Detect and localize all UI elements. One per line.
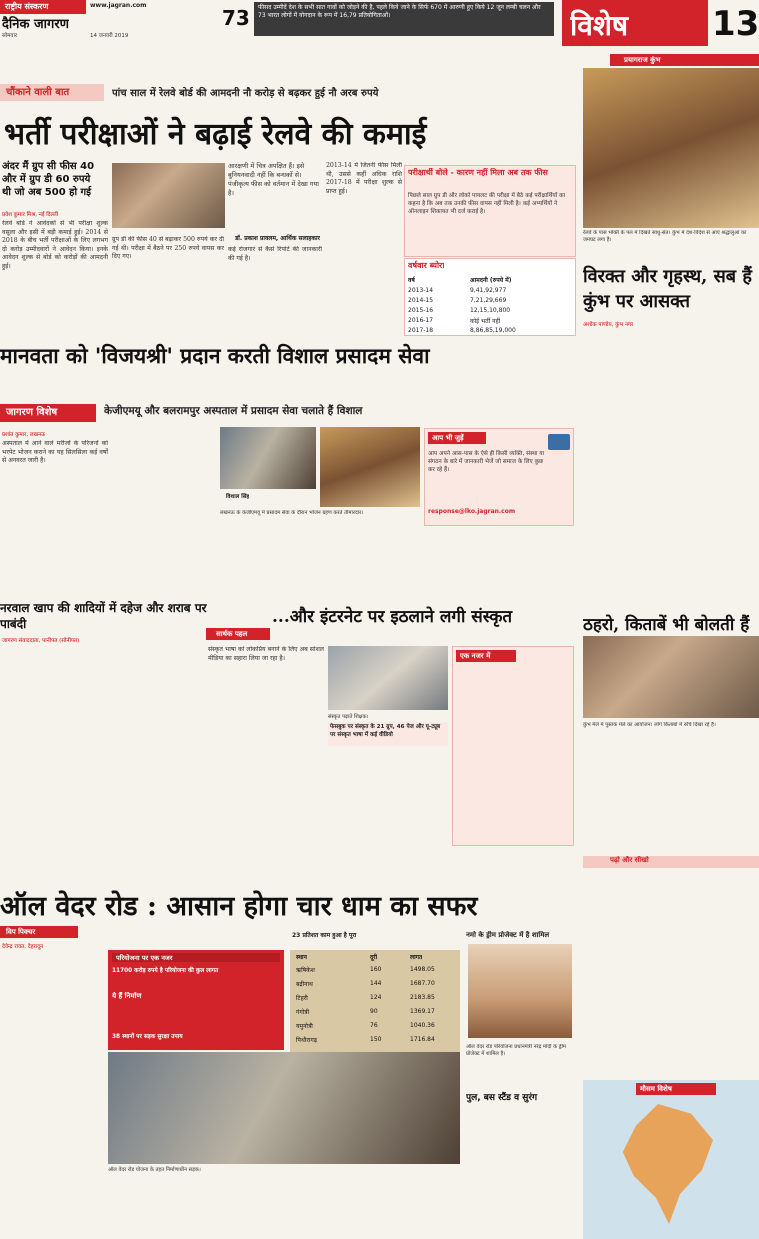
sanskrit-photo-caption: संस्कृत पढ़ाते शिक्षक। (328, 714, 369, 720)
exam-box-title: परीक्षार्थी बोले - कारण नहीं मिला अब तक फीस (408, 168, 548, 177)
lead-stat: अंदर मैं ग्रुप सी फीस 40 और में ग्रुप डी 60 रुपये थी जो अब 500 हो गई (2, 161, 95, 198)
exam-hall-photo (112, 163, 225, 228)
all-weather-road-photo (108, 1052, 460, 1164)
publication-day: सोमवार (2, 33, 18, 39)
distance-table-title: 23 प्रतिशत काम हुआ है पूरा (292, 932, 357, 939)
table-row-year: 2015-16 (408, 307, 434, 314)
project-box-title: परियोजना पर एक नजर (112, 953, 280, 962)
distance-row-place: यमुनोत्री (296, 1023, 313, 1030)
blurb-number: 73 (222, 6, 250, 30)
table-row-amount: 12,15,10,800 (470, 307, 511, 314)
sanskrit-headline: ...और इंटरनेट पर इठलाने लगी संस्कृत (272, 607, 513, 627)
modi-photo-caption: ऑल वेदर रोड परियोजना प्रधानमंत्री नरेंद्र मोदी के ड्रीम प्रोजेक्ट में शामिल है। (466, 1044, 567, 1057)
books-photo (583, 636, 759, 718)
prasadam-headline: मानवता को 'विजयश्री' प्रदान करती विशाल प्रसादम सेवा (0, 343, 430, 368)
ek-nazar-tag: एक नजर में (456, 650, 516, 662)
lead-headline: भर्ती परीक्षाओं ने बढ़ाई रेलवे की कमाई (4, 117, 427, 152)
distance-row-cost: 1687.70 (410, 980, 435, 987)
bridges-headline: पुल, बस स्टैंड व सुरंग (466, 1093, 538, 1103)
sanskrit-photo (328, 646, 448, 710)
join-us-text: आप अपने आस-पास के ऐसे ही किसी व्यक्ति, संस्था या संगठन के बारे में जानकारी भेजें जो समाज के लिए कुछ कर रहे हैं। (428, 451, 545, 473)
table-row-year: 2016-17 (408, 317, 434, 324)
project-safety-note: 38 स्थानों पर सड़क सुरक्षा उपाय (112, 1034, 183, 1040)
distance-header-km: दूरी (370, 954, 378, 961)
distance-row-km: 124 (370, 994, 382, 1001)
books-photo-caption: कुंभ मेले में पुस्तक मेले का आयोजन। लोग किताबों में रुचि दिखा रहे हैं। (583, 722, 716, 728)
kumbh-tag: प्रयागराज कुंभ (610, 54, 759, 66)
prasadam-text-col1: अस्पताल में आने वाले मरीजों के परिजनों को भरपेट भोजन कराने का यह सिलसिला कई वर्षों से अनवरत जारी है। (2, 440, 108, 465)
distance-row-cost: 1716.84 (410, 1036, 435, 1043)
distance-row-cost: 1498.05 (410, 966, 435, 973)
vishal-photo (220, 427, 316, 489)
table-row-year: 2014-15 (408, 297, 434, 304)
weather-tag: मौसम विशेष (636, 1083, 716, 1095)
prasadam-byline: प्रशांत कुमार, लखनऊ (2, 432, 46, 438)
paper-name: दैनिक जागरण (2, 17, 70, 32)
table-row-amount: कोई भर्ती नहीं (470, 318, 501, 325)
distance-row-cost: 1040.36 (410, 1022, 435, 1029)
prasadam-photo (320, 427, 420, 507)
table-row-amount: 9,41,92,977 (470, 287, 507, 294)
distance-row-cost: 1369.17 (410, 1008, 435, 1015)
sadhu-photo (583, 68, 759, 228)
lead-quote: आरक्षणी में चित्र अपक्षित हैं। इसे बुनियनवादी नहीं कि बन्धकों से। पंजीकृत्य फीस को वर्तमान में देखा गया है। (228, 162, 319, 197)
narwal-khap-byline: जागरण संवाददाता, पानीपत (सोनीपत) (2, 638, 80, 644)
sadhu-photo-caption: रेलवे के पास भक्ति के पल में दिखते साधु-संत। कुंभ में देश-विदेश से आए श्रद्धालुओं का जमघट लगा है। (583, 230, 747, 243)
namo-project-head: नमो के ड्रीम प्रोजेक्ट में है शामिल (466, 931, 550, 939)
lead-subhead: पांच साल में रेलवे बोर्ड की आमदनी नौ करोड़ से बढ़कर हुई नौ अरब रुपये (112, 88, 379, 99)
distance-row-place: पिथौरागढ़ (296, 1037, 318, 1044)
kumbh-byline: अशोक पाण्डेय, कुंभ नगर (583, 322, 634, 328)
char-dham-headline: ऑल वेदर रोड : आसान होगा चार धाम का सफर (0, 891, 478, 922)
sanskrit-text: संस्कृत भाषा को लोकप्रिय बनाने के लिए अब सोशल मीडिया का सहारा लिया जा रहा है। (208, 646, 324, 662)
lead-quote-attribution: डॉ. प्रकाश प्रावलम, आर्थिक सलाहकार (235, 235, 320, 242)
table-row-amount: 7,21,29,669 (470, 297, 507, 304)
page-number: 13 (712, 4, 759, 44)
lead-text-col3: कई रोजगार से कैसे रिपोर्ट की जानकारी की गई है। (228, 246, 322, 262)
prasadam-photo-caption: लखनऊ के केजीएमयू में प्रसादम सेवा के दौरान भोजन ग्रहण करते तीमारदार। (220, 510, 364, 516)
distance-row-place: बद्रीनाथ (296, 981, 313, 988)
lead-text-col2: ग्रुप डी की फीस 40 से बढ़ाकर 500 रुपये कर दी गई थी। परीक्षा में बैठने पर 250 रुपये वापस कर दिए गए। (112, 236, 224, 261)
sarthak-pahal-tag: सार्थक पहल (206, 628, 270, 640)
join-us-tag: आप भी जुड़ें (428, 432, 486, 444)
ek-nazar-box (452, 646, 574, 846)
kumbh-headline: विरक्त और गृहस्थ, सब हैं कुंभ पर आसक्त (583, 266, 752, 312)
revenue-table-header-amount: आमदनी (रुपये में) (470, 277, 512, 284)
lead-text-col4: 2013-14 में जितनी फीस मिली थी, उससे कहीं अधिक राशि 2017-18 में परीक्षा शुल्क से प्राप्त हुई। (326, 162, 402, 195)
table-row-amount: 8,86,85,19,000 (470, 327, 516, 334)
lead-tag: चौंकाने वाली बात (0, 84, 104, 101)
distance-header-cost: लागत (410, 954, 423, 961)
lead-byline: प्रवेश कुमार मिश्र, नई दिल्ली (2, 212, 59, 218)
exam-box-text: पिछले साल ग्रुप डी और लोको पायलट की परीक्षा में बैठे कई परीक्षार्थियों का कहना है कि अब तक उनकी फीस वापस नहीं मिली है। कई अभ्यर्थियों ने ऑनलाइन शिकायत भी दर्ज कराई है। (408, 193, 566, 216)
books-headline: ठहरो, किताबें भी बोलती हैं (583, 615, 750, 635)
jagran-vishesh-tag: जागरण विशेष (0, 404, 96, 422)
top-blurb: फीसद उम्मीदें देश के सभी सात गावों को जोड़ने की है, पहले किये जाने के सिर्फ 670 में आरुणी हुए किये 12 जून लम्बी चलन और 73 भारत लोगों में योगदान के रूप में 16,79 प्रतियोगिताओं। (254, 2, 554, 36)
distance-row-km: 160 (370, 966, 382, 973)
vishal-name-caption: विशाल सिंह (226, 494, 250, 500)
char-dham-byline: देवेन्द्र रावत, देहरादून (2, 944, 44, 950)
edition-tag: राष्ट्रीय संस्करण (0, 0, 86, 14)
modi-photo (468, 944, 572, 1038)
join-us-email[interactable]: response@lko.jagran.com (428, 508, 516, 515)
distance-row-km: 150 (370, 1036, 382, 1043)
revenue-table-title: वर्षवार ब्योरा (408, 261, 445, 270)
distance-header-place: स्थान (296, 954, 307, 961)
revenue-table-header-year: वर्ष (408, 277, 415, 284)
distance-row-cost: 2183.85 (410, 994, 435, 1001)
table-row-year: 2013-14 (408, 287, 434, 294)
prasadam-subhead: केजीएमयू और बलरामपुर अस्पताल में प्रसादम सेवा चलाते हैं विशाल (104, 405, 363, 417)
distance-row-place: गंगोत्री (296, 1009, 310, 1016)
distance-row-km: 76 (370, 1022, 378, 1029)
email-icon (548, 434, 570, 450)
big-picture-tag: विप पिक्चर (0, 926, 78, 938)
road-photo-caption: ऑल वेदर रोड योजना के तहत निर्माणाधीन सड़क। (108, 1167, 201, 1173)
narwal-khap-headline: नरवाल खाप की शादियों में दहेज और शराब पर पाबंदी (0, 601, 207, 631)
project-construction-note: ये हैं निर्माण (112, 992, 142, 1000)
distance-row-km: 90 (370, 1008, 378, 1015)
site-url[interactable]: www.jagran.com (90, 2, 147, 9)
sanskrit-highlight: फेसबुक पर संस्कृत के 21 ग्रुप, 46 पेज और यू-ट्यूब पर संस्कृत भाषा में कई वीडियो (328, 722, 448, 746)
distance-row-place: ऋषिकेश (296, 967, 315, 974)
publication-date: 14 जनवरी 2019 (90, 33, 129, 39)
distance-row-place: टिहरी (296, 995, 308, 1002)
project-cost-note: 11700 करोड़ रुपये है परियोजना की कुल लागत (112, 968, 219, 974)
section-title: विशेष (570, 9, 629, 42)
table-row-year: 2017-18 (408, 327, 434, 334)
distance-row-km: 144 (370, 980, 382, 987)
lead-text-col1: रेलवे बोर्ड ने आवेदकों से भी परीक्षा शुल्क वसूला और इसी में बड़ी कमाई हुई। 2014 से 2018 के बीच भर्ती परीक्षाओं के लिए लगभग दो करोड़ उम्मीदवारों ने आवेदन किया। इनके आवेदन शुल्क से बोर्ड को करोड़ों की आमदनी हुई। (2, 220, 108, 270)
padho-seekho-tag: पढ़ो और सीखो (610, 856, 649, 864)
